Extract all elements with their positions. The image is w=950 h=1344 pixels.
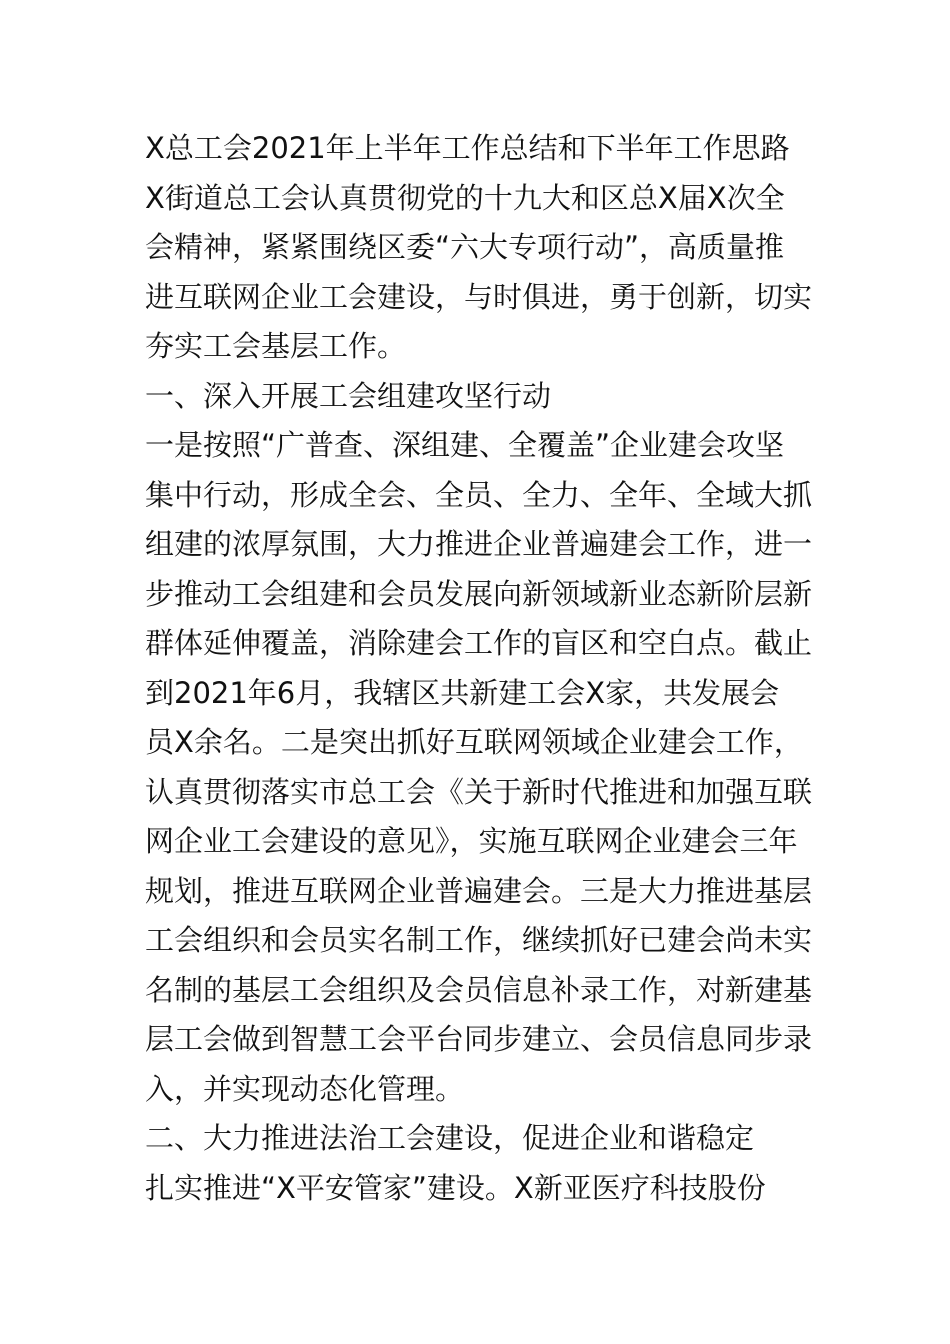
paragraph-line: 步推动工会组建和会员发展向新领域新业态新阶层新 (145, 576, 813, 611)
paragraph-line: 规划，推进互联网企业普遍建会。三是大力推进基层 (145, 873, 813, 908)
paragraph-line: 一是按照“广普查、深组建、全覆盖”企业建会攻坚 (145, 428, 785, 462)
paragraph-line: 到2021年6月，我辖区共新建工会X家，共发展会 (145, 675, 780, 710)
document-body (145, 124, 815, 1213)
paragraph-line: 名制的基层工会组织及会员信息补录工作，对新建基 (145, 972, 813, 1007)
paragraph-line: 扎实推进“X平安管家”建设。X新亚医疗科技股份 (145, 1170, 766, 1205)
paragraph-line: 层工会做到智慧工会平台同步建立、会员信息同步录 (145, 1022, 813, 1056)
paragraph-line: 群体延伸覆盖，消除建会工作的盲区和空白点。截止 (145, 626, 813, 660)
paragraph-line: 网企业工会建设的意见》，实施互联网企业建会三年 (145, 824, 798, 858)
paragraph-line: 夯实工会基层工作。 (145, 329, 407, 363)
document-title: X总工会2021年上半年工作总结和下半年工作思路 (145, 131, 790, 165)
paragraph-line: 进互联网企业工会建设，与时俱进，勇于创新，切实 (145, 279, 813, 314)
paragraph-line: X街道总工会认真贯彻党的十九大和区总X届X次全 (145, 180, 785, 215)
section-heading: 一、深入开展工会组建攻坚行动 (145, 378, 552, 413)
paragraph-line: 会精神，紧紧围绕区委“六大专项行动”，高质量推 (145, 230, 785, 264)
section-heading: 二、大力推进法治工会建设，促进企业和谐稳定 (145, 1121, 755, 1155)
paragraph-line: 员X余名。二是突出抓好互联网领域企业建会工作， (145, 725, 803, 759)
paragraph-line: 工会组织和会员实名制工作，继续抓好已建会尚未实 (145, 923, 813, 957)
paragraph-line: 入，并实现动态化管理。 (145, 1071, 465, 1106)
paragraph-line: 认真贯彻落实市总工会《关于新时代推进和加强互联 (145, 774, 813, 809)
paragraph-line: 组建的浓厚氛围，大力推进企业普遍建会工作，进一 (145, 527, 813, 561)
paragraph-line: 集中行动，形成全会、全员、全力、全年、全域大抓 (145, 477, 813, 512)
